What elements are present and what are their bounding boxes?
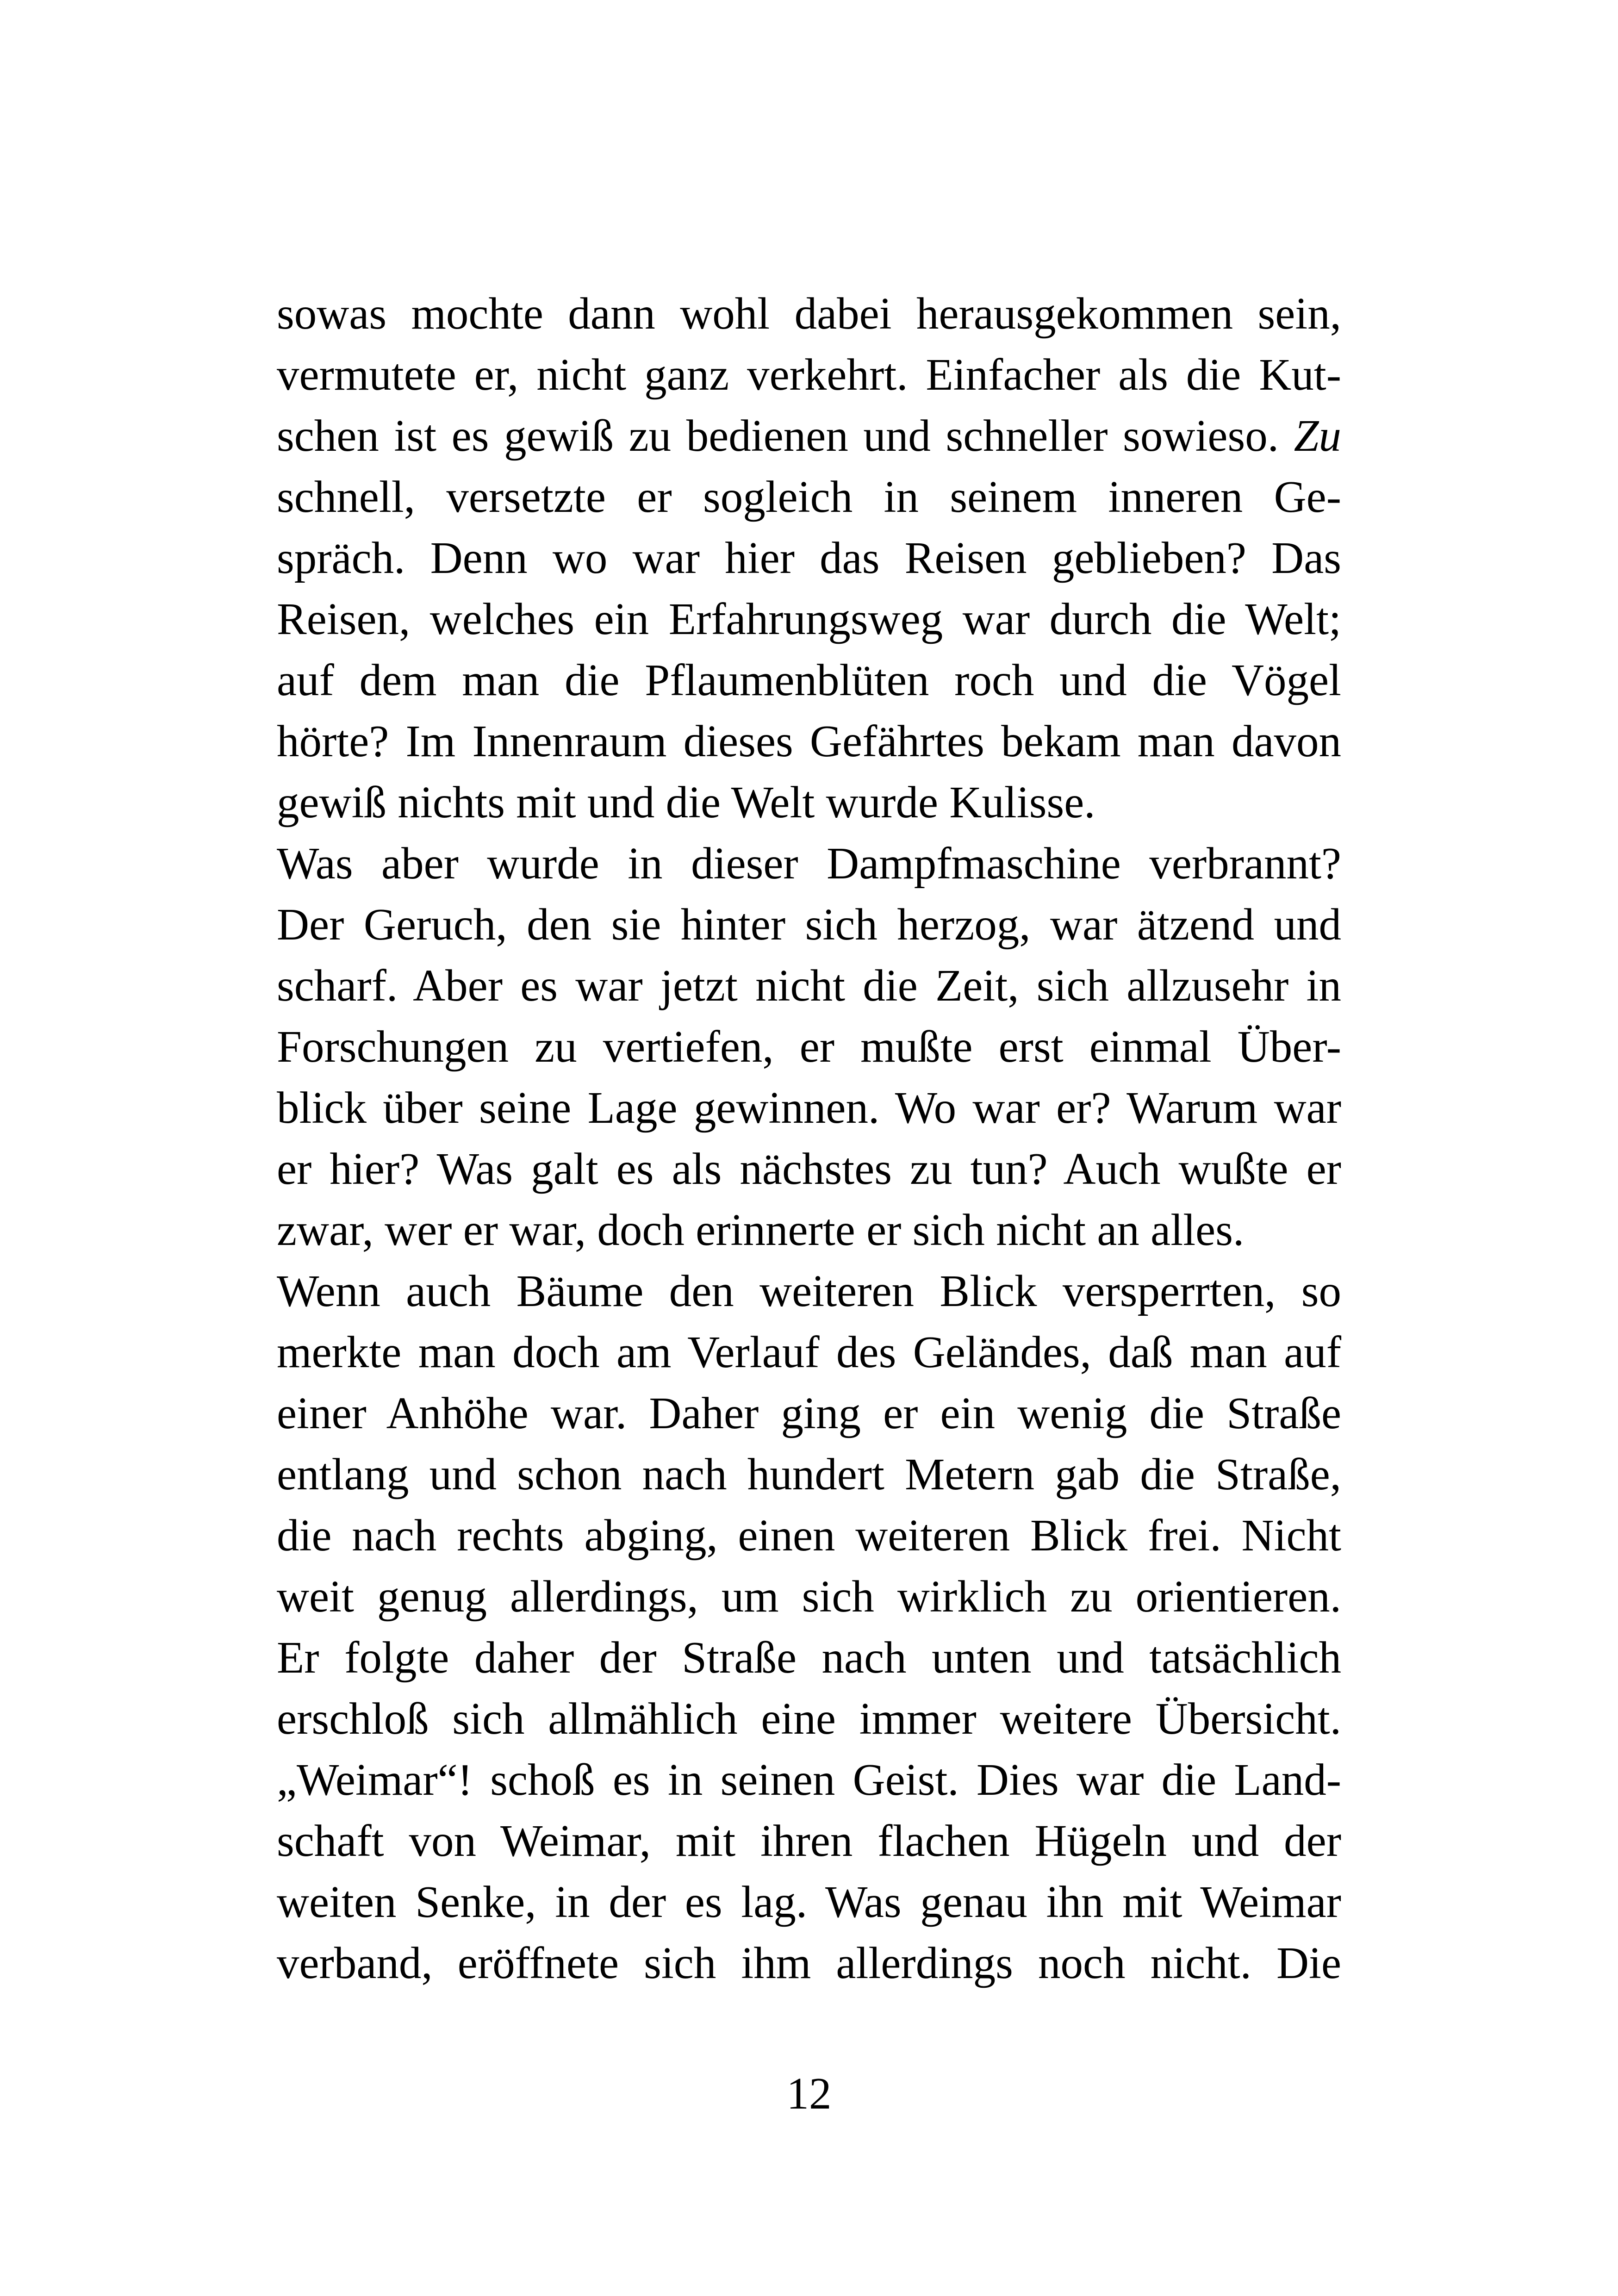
text-line: Was aber wurde in dieser Dampfmaschine verbrannt?	[277, 839, 1341, 888]
text-line: Reisen, welches ein Erfahrungsweg war durch die Welt;	[277, 594, 1341, 644]
text-line: Forschungen zu vertiefen, er mußte erst einmal Über-	[277, 1022, 1341, 1071]
text-line: verband, eröffnete sich ihm allerdings noch nicht. Die	[277, 1938, 1341, 1988]
text-line: merkte man doch am Verlauf des Geländes, daß man auf	[277, 1327, 1341, 1377]
text-line: einer Anhöhe war. Daher ging er ein wenig die Straße	[277, 1388, 1341, 1438]
text-line: „Weimar“! schoß es in seinen Geist. Dies war die Land-	[277, 1755, 1341, 1804]
text-line: blick über seine Lage gewinnen. Wo war er? Warum war	[277, 1083, 1341, 1132]
text-line: weit genug allerdings, um sich wirklich zu orientieren.	[277, 1572, 1341, 1621]
text-line: scharf. Aber es war jetzt nicht die Zeit, sich allzusehr in	[277, 961, 1341, 1010]
body-text	[277, 283, 1341, 1994]
text-line: Der Geruch, den sie hinter sich herzog, war ätzend und	[277, 900, 1341, 949]
text-line-italic: Zu	[1294, 411, 1342, 460]
text-line: Wenn auch Bäume den weiteren Blick versperrten, so	[277, 1266, 1341, 1316]
text-line: weiten Senke, in der es lag. Was genau ihn mit Weimar	[277, 1877, 1341, 1927]
text-line: auf dem man die Pflaumenblüten roch und die Vögel	[277, 655, 1341, 705]
text-line: gewiß nichts mit und die Welt wurde Kulisse.	[277, 778, 1095, 827]
text-line: hörte? Im Innenraum dieses Gefährtes bekam man davon	[277, 716, 1341, 766]
text-line: schnell, versetzte er sogleich in seinem inneren Ge-	[277, 472, 1341, 522]
text-line: er hier? Was galt es als nächstes zu tun? Auch wußte er	[277, 1144, 1341, 1194]
text-line	[277, 405, 1341, 467]
text-line: Er folgte daher der Straße nach unten und tatsächlich	[277, 1633, 1341, 1682]
text-line: entlang und schon nach hundert Metern gab die Straße,	[277, 1450, 1341, 1499]
text-line: zwar, wer er war, doch erinnerte er sich nicht an alles.	[277, 1205, 1245, 1255]
text-line: schaft von Weimar, mit ihren flachen Hügeln und der	[277, 1816, 1341, 1866]
text-line: erschloß sich allmählich eine immer weitere Übersicht.	[277, 1694, 1341, 1743]
page-number: 12	[786, 2069, 832, 2118]
text-line: spräch. Denn wo war hier das Reisen geblieben? Das	[277, 533, 1341, 583]
text-line: die nach rechts abging, einen weiteren Blick frei. Nicht	[277, 1511, 1341, 1560]
text-line: vermutete er, nicht ganz verkehrt. Einfacher als die Kut-	[277, 350, 1341, 399]
text-line: sowas mochte dann wohl dabei herausgekommen sein,	[277, 289, 1341, 338]
text-line-roman: schen ist es gewiß zu bedienen und schneller sowieso.	[277, 411, 1279, 460]
